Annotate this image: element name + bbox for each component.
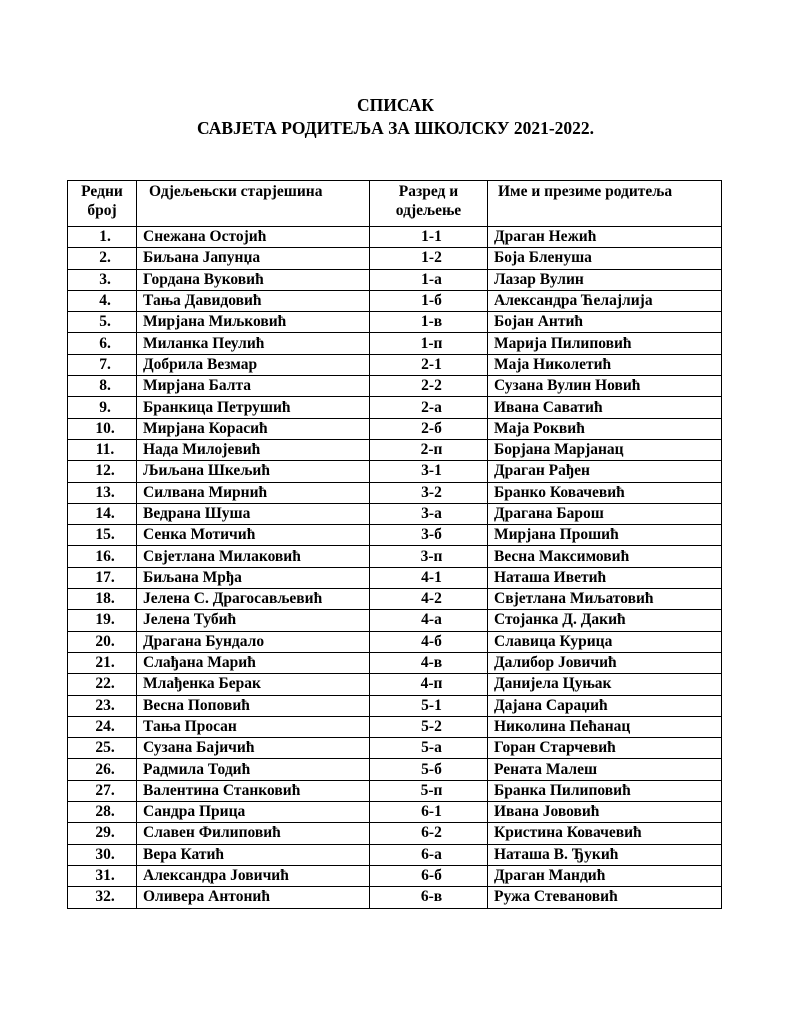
parent-name: Ивана Саватић [488, 397, 722, 418]
parent-name: Маја Роквић [488, 418, 722, 439]
table-row [68, 227, 722, 248]
header-parent: Име и презиме родитеља [488, 181, 722, 227]
table-row [68, 652, 722, 673]
parent-name: Александра Ћелајлија [488, 290, 722, 311]
teacher-name: Мирјана Балта [137, 376, 370, 397]
parent-name: Бојан Антић [488, 312, 722, 333]
parent-name: Весна Максимовић [488, 546, 722, 567]
parent-name: Свјетлана Миљатовић [488, 589, 722, 610]
table-row [68, 759, 722, 780]
teacher-name: Миланка Пеулић [137, 333, 370, 354]
table-row [68, 802, 722, 823]
teacher-name: Снежана Остојић [137, 227, 370, 248]
parent-name: Лазар Вулин [488, 269, 722, 290]
class-label: 6-а [370, 844, 488, 865]
table-row [68, 376, 722, 397]
teacher-name: Млађенка Берак [137, 674, 370, 695]
row-number: 21. [68, 652, 137, 673]
row-number: 8. [68, 376, 137, 397]
table-header-row [68, 181, 722, 227]
teacher-name: Сандра Прица [137, 802, 370, 823]
header-class: Разред и одјељење [370, 181, 488, 227]
parent-name: Ружа Стевановић [488, 887, 722, 908]
row-number: 26. [68, 759, 137, 780]
teacher-name: Оливера Антонић [137, 887, 370, 908]
class-label: 3-б [370, 525, 488, 546]
title-line-1: СПИСАК [357, 95, 434, 115]
class-label: 4-а [370, 610, 488, 631]
teacher-name: Биљана Јапунџа [137, 248, 370, 269]
table-row [68, 333, 722, 354]
class-label: 1-б [370, 290, 488, 311]
teacher-name: Бранкица Петрушић [137, 397, 370, 418]
teacher-name: Сузана Бајичић [137, 738, 370, 759]
row-number: 3. [68, 269, 137, 290]
row-number: 16. [68, 546, 137, 567]
row-number: 1. [68, 227, 137, 248]
teacher-name: Мирјана Корасић [137, 418, 370, 439]
table-row [68, 780, 722, 801]
parent-name: Драган Рађен [488, 461, 722, 482]
class-label: 1-а [370, 269, 488, 290]
teacher-name: Силвана Мирнић [137, 482, 370, 503]
class-label: 4-2 [370, 589, 488, 610]
class-label: 5-1 [370, 695, 488, 716]
table-row [68, 248, 722, 269]
table-row [68, 716, 722, 737]
row-number: 24. [68, 716, 137, 737]
row-number: 29. [68, 823, 137, 844]
class-label: 5-а [370, 738, 488, 759]
table-row [68, 397, 722, 418]
teacher-name: Мирјана Миљковић [137, 312, 370, 333]
class-label: 3-1 [370, 461, 488, 482]
class-label: 2-п [370, 439, 488, 460]
table-row [68, 674, 722, 695]
teacher-name: Јелена С. Драгосављевић [137, 589, 370, 610]
table-row [68, 865, 722, 886]
parent-name: Кристина Ковачевић [488, 823, 722, 844]
class-label: 2-1 [370, 354, 488, 375]
class-label: 1-п [370, 333, 488, 354]
row-number: 9. [68, 397, 137, 418]
teacher-name: Биљана Мрђа [137, 567, 370, 588]
parent-name: Наташа Иветић [488, 567, 722, 588]
teacher-name: Добрила Везмар [137, 354, 370, 375]
row-number: 17. [68, 567, 137, 588]
class-label: 2-2 [370, 376, 488, 397]
table-row [68, 567, 722, 588]
table-row [68, 312, 722, 333]
parent-name: Дајана Сараџић [488, 695, 722, 716]
class-label: 5-б [370, 759, 488, 780]
row-number: 14. [68, 503, 137, 524]
row-number: 7. [68, 354, 137, 375]
teacher-name: Гордана Вуковић [137, 269, 370, 290]
table-row [68, 823, 722, 844]
teacher-name: Тања Просан [137, 716, 370, 737]
teacher-name: Весна Поповић [137, 695, 370, 716]
teacher-name: Радмила Тодић [137, 759, 370, 780]
class-label: 1-в [370, 312, 488, 333]
parent-name: Наташа В. Ђукић [488, 844, 722, 865]
row-number: 30. [68, 844, 137, 865]
parent-name: Боја Бленуша [488, 248, 722, 269]
class-label: 2-б [370, 418, 488, 439]
class-label: 3-п [370, 546, 488, 567]
teacher-name: Вера Катић [137, 844, 370, 865]
class-label: 5-2 [370, 716, 488, 737]
document-title [0, 94, 791, 140]
class-label: 4-б [370, 631, 488, 652]
row-number: 10. [68, 418, 137, 439]
row-number: 23. [68, 695, 137, 716]
row-number: 20. [68, 631, 137, 652]
row-number: 2. [68, 248, 137, 269]
teacher-name: Валентина Станковић [137, 780, 370, 801]
class-label: 6-2 [370, 823, 488, 844]
header-number: Редни број [68, 181, 137, 227]
class-label: 3-а [370, 503, 488, 524]
row-number: 18. [68, 589, 137, 610]
row-number: 22. [68, 674, 137, 695]
class-label: 2-а [370, 397, 488, 418]
parent-name: Данијела Цуњак [488, 674, 722, 695]
parent-name: Мирјана Прошић [488, 525, 722, 546]
table-row [68, 610, 722, 631]
row-number: 11. [68, 439, 137, 460]
teacher-name: Драгана Бундало [137, 631, 370, 652]
table-row [68, 461, 722, 482]
row-number: 5. [68, 312, 137, 333]
class-label: 4-1 [370, 567, 488, 588]
class-label: 6-1 [370, 802, 488, 823]
teacher-name: Славен Филиповић [137, 823, 370, 844]
class-label: 1-1 [370, 227, 488, 248]
parent-name: Марија Пилиповић [488, 333, 722, 354]
class-label: 4-п [370, 674, 488, 695]
row-number: 4. [68, 290, 137, 311]
class-label: 4-в [370, 652, 488, 673]
table-row [68, 738, 722, 759]
table-row [68, 503, 722, 524]
parent-name: Далибор Јовичић [488, 652, 722, 673]
teacher-name: Нада Милојевић [137, 439, 370, 460]
teacher-name: Тања Давидовић [137, 290, 370, 311]
header-teacher: Одјељењски старјешина [137, 181, 370, 227]
table-row [68, 482, 722, 503]
row-number: 13. [68, 482, 137, 503]
class-label: 6-в [370, 887, 488, 908]
table-row [68, 269, 722, 290]
table-body [68, 227, 722, 909]
parent-name: Славица Курица [488, 631, 722, 652]
row-number: 25. [68, 738, 137, 759]
parent-name: Николина Пећанац [488, 716, 722, 737]
table-row [68, 290, 722, 311]
class-label: 6-б [370, 865, 488, 886]
parent-name: Рената Малеш [488, 759, 722, 780]
row-number: 15. [68, 525, 137, 546]
table-row [68, 844, 722, 865]
parent-name: Бранка Пилиповић [488, 780, 722, 801]
class-label: 1-2 [370, 248, 488, 269]
row-number: 12. [68, 461, 137, 482]
table-row [68, 887, 722, 908]
parent-name: Горан Старчевић [488, 738, 722, 759]
teacher-name: Љиљана Шкељић [137, 461, 370, 482]
title-line-2: САВЈЕТА РОДИТЕЉА ЗА ШКОЛСКУ 2021-2022. [196, 118, 595, 138]
table-row [68, 695, 722, 716]
parent-name: Маја Николетић [488, 354, 722, 375]
row-number: 6. [68, 333, 137, 354]
parent-name: Драгана Барош [488, 503, 722, 524]
parent-name: Стојанка Д. Дакић [488, 610, 722, 631]
parent-name: Драган Нежић [488, 227, 722, 248]
teacher-name: Јелена Тубић [137, 610, 370, 631]
parent-name: Борјана Марјанац [488, 439, 722, 460]
table-row [68, 439, 722, 460]
teacher-name: Сенка Мотичић [137, 525, 370, 546]
teacher-name: Слађана Марић [137, 652, 370, 673]
row-number: 28. [68, 802, 137, 823]
row-number: 27. [68, 780, 137, 801]
row-number: 19. [68, 610, 137, 631]
row-number: 31. [68, 865, 137, 886]
table-row [68, 418, 722, 439]
parents-council-table [67, 180, 722, 909]
teacher-name: Александра Јовичић [137, 865, 370, 886]
table-row [68, 546, 722, 567]
teacher-name: Ведрана Шуша [137, 503, 370, 524]
parent-name: Драган Мандић [488, 865, 722, 886]
teacher-name: Свјетлана Милаковић [137, 546, 370, 567]
table-row [68, 525, 722, 546]
table-row [68, 354, 722, 375]
table-row [68, 631, 722, 652]
class-label: 5-п [370, 780, 488, 801]
parent-name: Сузана Вулин Новић [488, 376, 722, 397]
row-number: 32. [68, 887, 137, 908]
parent-name: Бранко Ковачевић [488, 482, 722, 503]
class-label: 3-2 [370, 482, 488, 503]
table-row [68, 589, 722, 610]
parent-name: Ивана Јововић [488, 802, 722, 823]
